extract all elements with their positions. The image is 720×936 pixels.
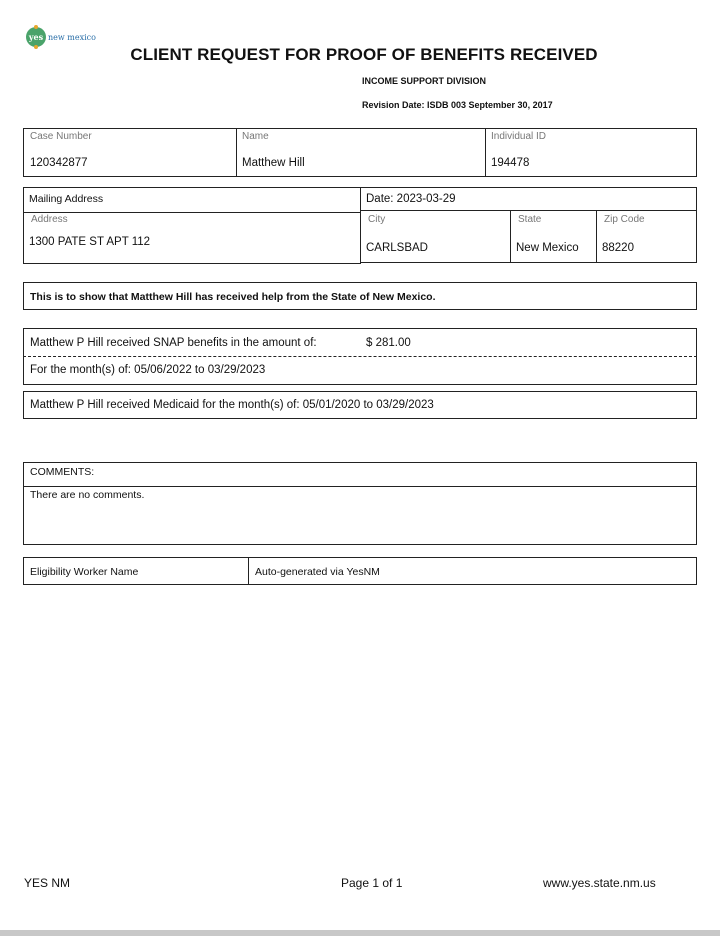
name-value: Matthew Hill — [242, 157, 305, 169]
division-label: INCOME SUPPORT DIVISION — [362, 76, 487, 86]
comments-label: COMMENTS: — [30, 466, 95, 478]
eligibility-worker-value: Auto-generated via YesNM — [255, 566, 380, 578]
eligibility-worker-box — [23, 557, 697, 585]
medicaid-box — [23, 391, 697, 419]
logo-new-mexico-text: new mexico — [48, 32, 96, 42]
bottom-scrollbar — [0, 930, 720, 936]
logo-emblem-icon — [26, 27, 46, 47]
address-value: 1300 PATE ST APT 112 — [29, 236, 151, 248]
city-value: CARLSBAD — [366, 242, 428, 254]
footer-website: www.yes.state.nm.us — [543, 876, 656, 890]
snap-amount: $ 281.00 — [366, 337, 411, 349]
footer-left: YES NM — [24, 876, 71, 890]
mailing-address-label: Mailing Address — [29, 193, 104, 205]
address-label: Address — [31, 214, 68, 225]
snap-box — [23, 328, 697, 385]
date-value: Date: 2023-03-29 — [366, 193, 456, 205]
statement-box — [23, 282, 697, 310]
revision-date: Revision Date: ISDB 003 September 30, 2017 — [362, 100, 553, 110]
address-box — [23, 187, 697, 264]
zip-label: Zip Code — [604, 214, 645, 225]
footer-page-number: Page 1 of 1 — [341, 876, 403, 890]
statement-text: This is to show that Matthew Hill has received help from the State of New Mexico. — [30, 291, 436, 303]
state-value: New Mexico — [516, 242, 579, 254]
page-title: CLIENT REQUEST FOR PROOF OF BENEFITS RECEIVED — [130, 45, 598, 64]
city-label: City — [368, 214, 386, 225]
comments-box — [23, 462, 697, 545]
case-number-value: 120342877 — [30, 157, 88, 169]
case-info-box — [23, 128, 697, 177]
snap-label: Matthew P Hill received SNAP benefits in the amount of: — [30, 337, 317, 349]
individual-id-value: 194478 — [491, 157, 530, 169]
comments-text: There are no comments. — [30, 489, 145, 501]
case-number-label: Case Number — [30, 131, 92, 142]
logo-yes-text: yes — [28, 32, 44, 42]
zip-value: 88220 — [602, 242, 634, 254]
individual-id-label: Individual ID — [491, 131, 547, 142]
state-label: State — [518, 214, 542, 225]
name-label: Name — [242, 131, 269, 142]
snap-divider — [23, 356, 697, 357]
medicaid-text: Matthew P Hill received Medicaid for the month(s) of: 05/01/2020 to 03/29/2023 — [30, 399, 434, 411]
eligibility-worker-label: Eligibility Worker Name — [30, 566, 139, 578]
snap-months: For the month(s) of: 05/06/2022 to 03/29/2023 — [30, 364, 266, 376]
